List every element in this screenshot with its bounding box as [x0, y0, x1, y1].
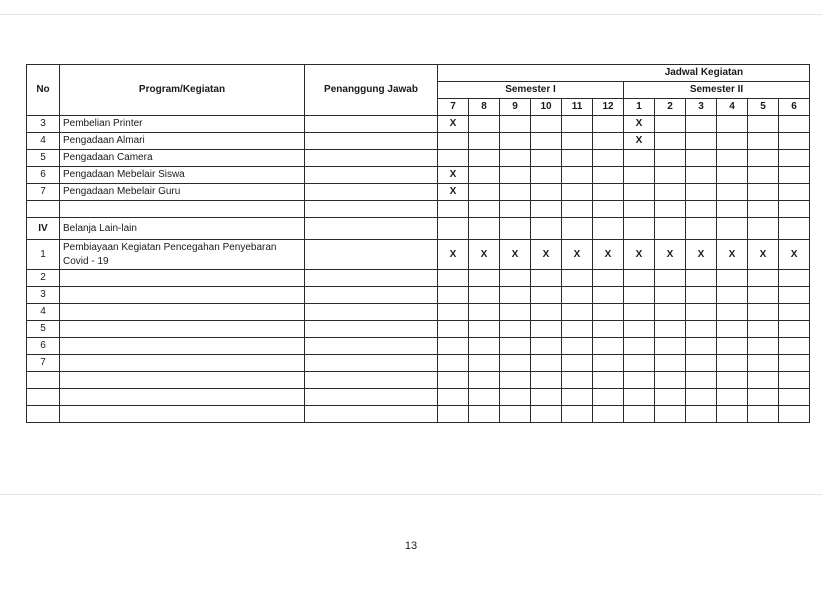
schedule-cell	[438, 321, 469, 338]
responsible-cell	[305, 218, 438, 240]
schedule-cell	[686, 338, 717, 355]
schedule-cell	[748, 389, 779, 406]
month-header: 11	[562, 99, 593, 116]
row-number: 6	[27, 167, 60, 184]
schedule-cell	[469, 304, 500, 321]
schedule-cell: X	[717, 240, 748, 270]
schedule-cell	[500, 218, 531, 240]
schedule-cell: X	[469, 240, 500, 270]
schedule-cell	[469, 116, 500, 133]
table-row-empty	[27, 372, 810, 389]
month-header: 1	[624, 99, 655, 116]
schedule-cell	[531, 287, 562, 304]
schedule-cell	[531, 406, 562, 423]
schedule-cell	[531, 270, 562, 287]
schedule-cell	[593, 201, 624, 218]
schedule-cell	[655, 218, 686, 240]
schedule-cell	[500, 116, 531, 133]
col-header-jadwal: Jadwal Kegiatan	[438, 65, 810, 82]
schedule-cell	[593, 372, 624, 389]
schedule-cell	[593, 184, 624, 201]
schedule-cell	[686, 167, 717, 184]
schedule-cell	[438, 201, 469, 218]
activity-name	[60, 304, 305, 321]
responsible-cell	[305, 321, 438, 338]
schedule-cell	[469, 201, 500, 218]
schedule-cell	[655, 304, 686, 321]
responsible-cell	[305, 150, 438, 167]
section-row	[27, 218, 810, 240]
schedule-cell	[593, 355, 624, 372]
schedule-cell	[686, 150, 717, 167]
row-number: 1	[27, 240, 60, 270]
schedule-cell	[779, 287, 810, 304]
responsible-cell	[305, 240, 438, 270]
schedule-cell	[686, 218, 717, 240]
schedule-cell	[779, 270, 810, 287]
responsible-cell	[305, 304, 438, 321]
table-row	[27, 133, 810, 150]
schedule-cell: X	[624, 116, 655, 133]
schedule-cell	[500, 287, 531, 304]
schedule-cell	[593, 150, 624, 167]
row-number: 5	[27, 150, 60, 167]
schedule-cell	[655, 270, 686, 287]
schedule-cell	[562, 150, 593, 167]
scan-edge-line-top	[0, 14, 822, 15]
schedule-cell	[686, 321, 717, 338]
scan-edge-line-bottom	[0, 494, 822, 495]
responsible-cell	[305, 133, 438, 150]
schedule-cell	[748, 355, 779, 372]
schedule-cell	[562, 167, 593, 184]
month-header: 3	[686, 99, 717, 116]
schedule-cell	[593, 167, 624, 184]
schedule-cell	[655, 355, 686, 372]
responsible-cell	[305, 287, 438, 304]
col-header-pj: Penanggung Jawab	[305, 65, 438, 116]
schedule-cell	[655, 287, 686, 304]
month-header: 12	[593, 99, 624, 116]
schedule-cell	[469, 355, 500, 372]
schedule-cell	[438, 218, 469, 240]
schedule-cell	[469, 150, 500, 167]
schedule-cell	[748, 201, 779, 218]
schedule-cell	[624, 338, 655, 355]
schedule-cell	[562, 270, 593, 287]
schedule-cell	[748, 338, 779, 355]
row-number: 5	[27, 321, 60, 338]
responsible-cell	[305, 270, 438, 287]
schedule-cell	[779, 355, 810, 372]
schedule-cell	[717, 338, 748, 355]
schedule-cell	[562, 406, 593, 423]
schedule-cell	[686, 201, 717, 218]
schedule-cell: X	[624, 133, 655, 150]
schedule-cell	[717, 150, 748, 167]
schedule-cell	[500, 201, 531, 218]
row-number: 3	[27, 287, 60, 304]
schedule-cell	[624, 218, 655, 240]
schedule-cell	[779, 201, 810, 218]
row-number	[27, 406, 60, 423]
schedule-cell	[531, 389, 562, 406]
schedule-cell	[500, 184, 531, 201]
schedule-cell	[717, 321, 748, 338]
row-number: 7	[27, 184, 60, 201]
schedule-cell	[500, 133, 531, 150]
schedule-cell	[748, 304, 779, 321]
responsible-cell	[305, 184, 438, 201]
table-row	[27, 355, 810, 372]
row-number	[27, 389, 60, 406]
schedule-cell	[593, 389, 624, 406]
schedule-cell	[500, 406, 531, 423]
schedule-cell	[562, 338, 593, 355]
schedule-cell	[624, 406, 655, 423]
activity-name	[60, 270, 305, 287]
schedule-cell	[779, 321, 810, 338]
responsible-cell	[305, 372, 438, 389]
schedule-cell	[717, 201, 748, 218]
schedule-cell	[438, 270, 469, 287]
schedule-cell	[748, 184, 779, 201]
schedule-cell	[779, 150, 810, 167]
schedule-cell	[748, 116, 779, 133]
table-row	[27, 167, 810, 184]
schedule-cell: X	[438, 240, 469, 270]
schedule-cell	[593, 304, 624, 321]
schedule-cell	[624, 355, 655, 372]
schedule-cell	[593, 116, 624, 133]
col-header-no: No	[27, 65, 60, 116]
activity-name: Pembiayaan Kegiatan Pencegahan Penyebaran Covid - 19	[60, 240, 305, 270]
activity-name: Pengadaan Mebelair Guru	[60, 184, 305, 201]
schedule-cell	[748, 287, 779, 304]
schedule-cell	[500, 270, 531, 287]
schedule-cell	[469, 338, 500, 355]
schedule-cell	[779, 133, 810, 150]
schedule-cell	[531, 201, 562, 218]
schedule-cell	[438, 287, 469, 304]
schedule-cell	[748, 406, 779, 423]
activity-name: Pengadaan Mebelair Siswa	[60, 167, 305, 184]
schedule-cell	[624, 304, 655, 321]
schedule-cell	[717, 389, 748, 406]
schedule-cell: X	[438, 116, 469, 133]
schedule-cell	[717, 304, 748, 321]
schedule-cell: X	[562, 240, 593, 270]
month-header: 6	[779, 99, 810, 116]
schedule-cell	[686, 133, 717, 150]
schedule-cell	[500, 372, 531, 389]
activity-name	[60, 372, 305, 389]
schedule-cell	[500, 150, 531, 167]
schedule-cell	[624, 389, 655, 406]
month-header: 5	[748, 99, 779, 116]
table-row	[27, 270, 810, 287]
schedule-cell	[624, 150, 655, 167]
schedule-cell	[686, 372, 717, 389]
schedule-cell	[686, 116, 717, 133]
schedule-cell	[562, 133, 593, 150]
schedule-cell	[624, 167, 655, 184]
table-row	[27, 240, 810, 270]
schedule-cell	[500, 321, 531, 338]
activity-name	[60, 287, 305, 304]
table-row-empty	[27, 389, 810, 406]
schedule-cell	[438, 133, 469, 150]
row-number: 6	[27, 338, 60, 355]
schedule-cell: X	[624, 240, 655, 270]
schedule-cell	[531, 321, 562, 338]
schedule-cell	[531, 167, 562, 184]
schedule-cell	[748, 270, 779, 287]
schedule-cell	[655, 389, 686, 406]
page-number: 13	[404, 540, 418, 552]
schedule-cell	[748, 150, 779, 167]
month-header: 7	[438, 99, 469, 116]
col-header-semester-2: Semester II	[624, 82, 810, 99]
schedule-cell	[686, 304, 717, 321]
schedule-cell	[624, 270, 655, 287]
schedule-cell	[686, 406, 717, 423]
responsible-cell	[305, 116, 438, 133]
col-header-semester-1: Semester I	[438, 82, 624, 99]
schedule-cell	[531, 338, 562, 355]
schedule-cell: X	[500, 240, 531, 270]
month-header: 2	[655, 99, 686, 116]
schedule-cell	[779, 218, 810, 240]
schedule-cell	[717, 270, 748, 287]
schedule-cell	[500, 338, 531, 355]
row-number: IV	[27, 218, 60, 240]
schedule-cell	[655, 372, 686, 389]
schedule-cell	[655, 167, 686, 184]
schedule-cell	[593, 287, 624, 304]
schedule-cell	[686, 389, 717, 406]
schedule-cell	[779, 372, 810, 389]
schedule-cell	[779, 389, 810, 406]
row-number: 4	[27, 133, 60, 150]
schedule-cell	[531, 116, 562, 133]
schedule-cell	[500, 355, 531, 372]
activity-name: Pengadaan Almari	[60, 133, 305, 150]
row-number: 4	[27, 304, 60, 321]
row-number: 7	[27, 355, 60, 372]
schedule-cell	[686, 184, 717, 201]
schedule-cell	[779, 167, 810, 184]
schedule-cell	[779, 338, 810, 355]
activity-name	[60, 338, 305, 355]
schedule-cell	[624, 287, 655, 304]
schedule-cell: X	[531, 240, 562, 270]
table-row-empty	[27, 201, 810, 218]
table-row	[27, 116, 810, 133]
responsible-cell	[305, 201, 438, 218]
schedule-cell	[779, 406, 810, 423]
activity-name: Pengadaan Camera	[60, 150, 305, 167]
schedule-cell	[531, 150, 562, 167]
schedule-cell	[655, 406, 686, 423]
schedule-cell	[779, 184, 810, 201]
schedule-cell	[562, 355, 593, 372]
schedule-cell	[624, 321, 655, 338]
row-number	[27, 201, 60, 218]
table-row	[27, 338, 810, 355]
schedule-cell	[686, 270, 717, 287]
schedule-cell: X	[655, 240, 686, 270]
month-header: 4	[717, 99, 748, 116]
schedule-cell	[717, 218, 748, 240]
schedule-cell	[624, 184, 655, 201]
month-header: 10	[531, 99, 562, 116]
schedule-cell	[562, 201, 593, 218]
schedule-cell	[500, 389, 531, 406]
schedule-cell	[469, 321, 500, 338]
schedule-cell	[748, 218, 779, 240]
schedule-cell	[469, 372, 500, 389]
schedule-cell	[779, 304, 810, 321]
schedule-cell	[469, 167, 500, 184]
schedule-cell	[686, 355, 717, 372]
schedule-cell	[531, 218, 562, 240]
schedule-cell	[655, 338, 686, 355]
schedule-cell	[562, 389, 593, 406]
schedule-cell	[717, 133, 748, 150]
schedule-cell	[717, 406, 748, 423]
schedule-cell: X	[748, 240, 779, 270]
schedule-cell	[717, 116, 748, 133]
month-header: 9	[500, 99, 531, 116]
schedule-cell	[531, 133, 562, 150]
schedule-cell	[438, 372, 469, 389]
responsible-cell	[305, 406, 438, 423]
schedule-cell	[531, 372, 562, 389]
schedule-cell	[562, 116, 593, 133]
schedule-cell	[748, 167, 779, 184]
row-number	[27, 372, 60, 389]
schedule-cell	[469, 406, 500, 423]
schedule-cell	[438, 304, 469, 321]
schedule-cell	[655, 133, 686, 150]
responsible-cell	[305, 389, 438, 406]
schedule-cell: X	[438, 184, 469, 201]
schedule-cell	[469, 389, 500, 406]
schedule-cell	[438, 406, 469, 423]
schedule-cell	[593, 218, 624, 240]
header-row-1	[27, 65, 810, 82]
activity-name	[60, 389, 305, 406]
schedule-cell	[686, 287, 717, 304]
activity-name	[60, 201, 305, 218]
schedule-cell	[438, 389, 469, 406]
schedule-cell	[624, 201, 655, 218]
schedule-cell	[748, 372, 779, 389]
schedule-cell	[717, 355, 748, 372]
table-row-empty	[27, 406, 810, 423]
schedule-cell	[438, 338, 469, 355]
activity-name	[60, 355, 305, 372]
schedule-cell	[593, 270, 624, 287]
schedule-cell	[531, 304, 562, 321]
table-row	[27, 150, 810, 167]
schedule-cell	[655, 184, 686, 201]
schedule-cell: X	[686, 240, 717, 270]
schedule-cell	[531, 184, 562, 201]
schedule-cell	[717, 372, 748, 389]
schedule-cell	[655, 116, 686, 133]
schedule-cell	[593, 406, 624, 423]
activity-name	[60, 321, 305, 338]
col-header-program: Program/Kegiatan	[60, 65, 305, 116]
table-row	[27, 304, 810, 321]
schedule-cell	[717, 287, 748, 304]
schedule-cell	[593, 133, 624, 150]
row-number: 2	[27, 270, 60, 287]
schedule-cell: X	[779, 240, 810, 270]
schedule-cell	[624, 372, 655, 389]
schedule-cell	[500, 304, 531, 321]
activity-name: Belanja Lain-lain	[60, 218, 305, 240]
schedule-cell	[593, 338, 624, 355]
schedule-cell	[562, 321, 593, 338]
schedule-cell	[655, 201, 686, 218]
schedule-cell	[438, 150, 469, 167]
schedule-cell: X	[593, 240, 624, 270]
schedule-cell	[655, 321, 686, 338]
schedule-cell	[779, 116, 810, 133]
schedule-cell	[562, 287, 593, 304]
schedule-cell	[500, 167, 531, 184]
row-number: 3	[27, 116, 60, 133]
schedule-cell	[562, 184, 593, 201]
table-row	[27, 287, 810, 304]
table-row	[27, 184, 810, 201]
schedule-cell	[531, 355, 562, 372]
schedule-cell	[469, 218, 500, 240]
responsible-cell	[305, 338, 438, 355]
schedule-cell	[469, 133, 500, 150]
schedule-cell	[562, 372, 593, 389]
schedule-cell: X	[438, 167, 469, 184]
schedule-table	[26, 64, 810, 423]
schedule-cell	[469, 287, 500, 304]
month-header: 8	[469, 99, 500, 116]
schedule-cell	[748, 133, 779, 150]
responsible-cell	[305, 355, 438, 372]
schedule-cell	[717, 184, 748, 201]
responsible-cell	[305, 167, 438, 184]
schedule-cell	[562, 218, 593, 240]
schedule-cell	[469, 184, 500, 201]
schedule-cell	[593, 321, 624, 338]
activity-name	[60, 406, 305, 423]
schedule-cell	[655, 150, 686, 167]
table-row	[27, 321, 810, 338]
schedule-cell	[469, 270, 500, 287]
schedule-cell	[562, 304, 593, 321]
schedule-cell	[748, 321, 779, 338]
schedule-cell	[717, 167, 748, 184]
schedule-cell	[438, 355, 469, 372]
activity-name: Pembelian Printer	[60, 116, 305, 133]
